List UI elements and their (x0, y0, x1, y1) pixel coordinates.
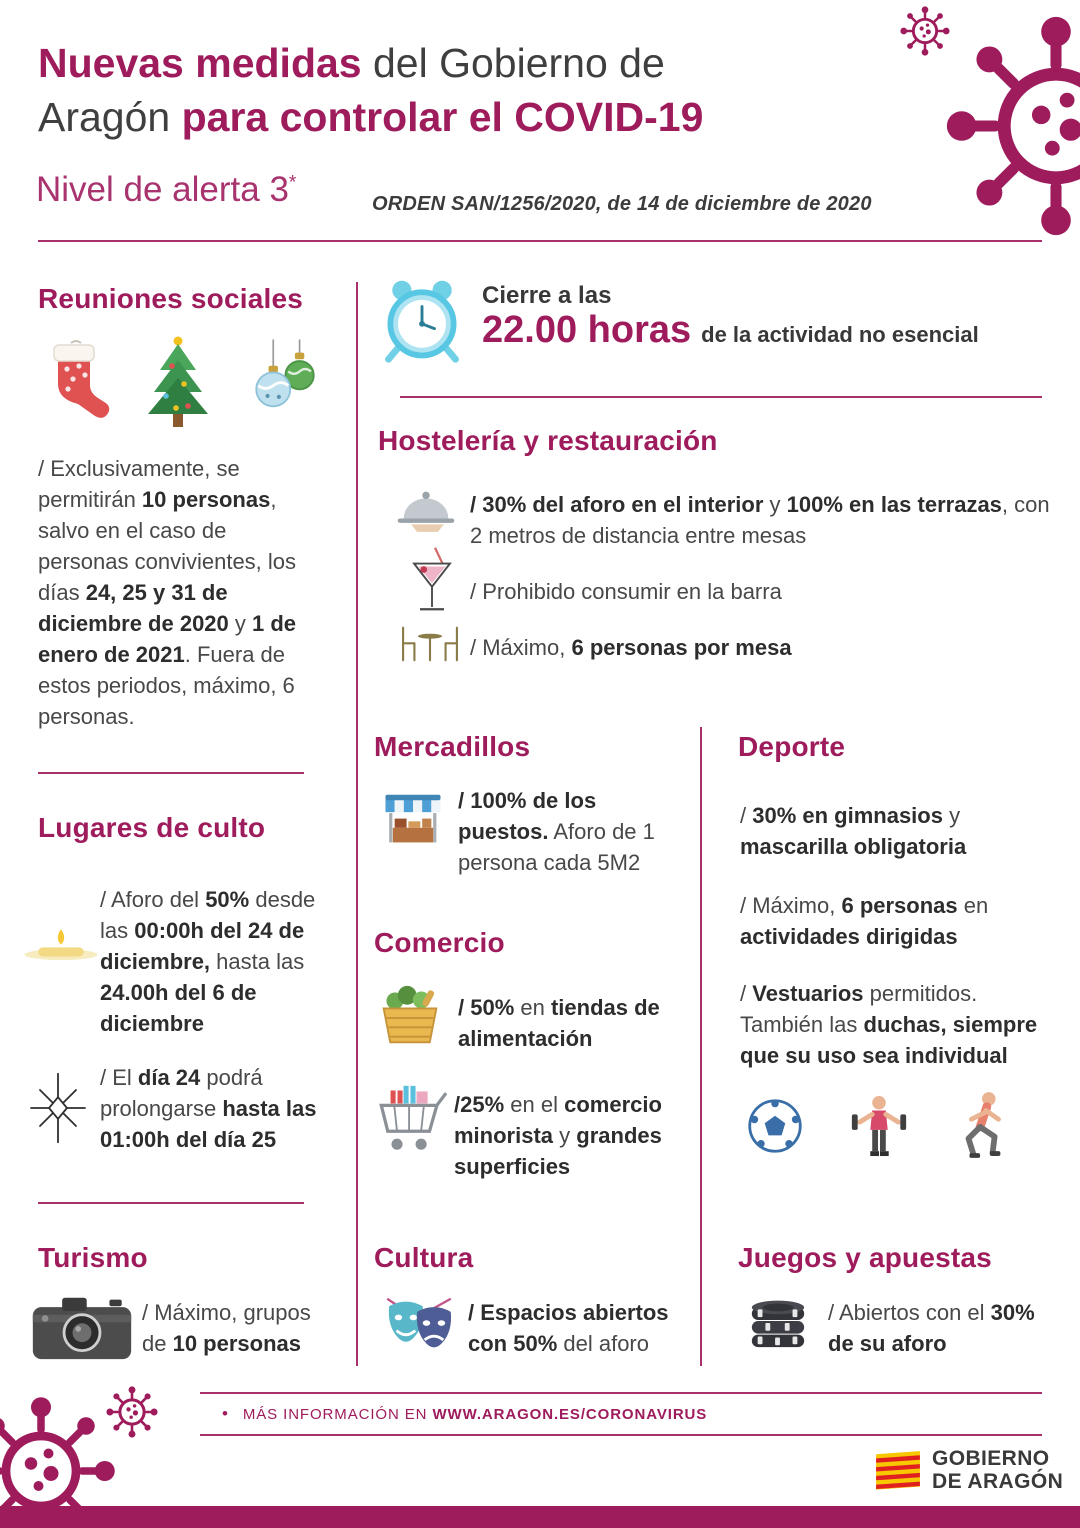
star-icon (22, 1072, 94, 1144)
section-divider (400, 396, 1042, 398)
page-title (38, 36, 703, 144)
section-divider (38, 772, 304, 774)
closure-line (482, 309, 979, 352)
closure-scope: de la actividad no esencial (701, 322, 979, 347)
gobierno-aragon-logo (874, 1446, 1063, 1494)
alert-level: Nivel de alerta 3* (36, 170, 297, 209)
header-divider (38, 240, 1042, 242)
section-heading-comercio: Comercio (374, 927, 505, 958)
virus-icon (106, 1386, 158, 1438)
virus-icon (945, 15, 1080, 237)
hosteleria-item-3: / Máximo, 6 personas por mesa (470, 635, 792, 660)
cocktail-icon (408, 538, 456, 622)
section-heading-hosteleria: Hostelería y restauración (378, 425, 718, 456)
footer-info-prefix: MÁS INFORMACIÓN EN (242, 1406, 433, 1423)
weightlifter-icon (848, 1091, 910, 1161)
juegos-text: / Abiertos con el 30% de su aforo (828, 1300, 1035, 1356)
order-reference: ORDEN SAN/1256/2020, de 14 de diciembre de 2020 (372, 193, 872, 215)
deporte-item-3: / Vestuarios permitidos. También las duchas, siempre que su uso sea individual (740, 981, 1038, 1068)
soccer-ball-icon (746, 1097, 804, 1155)
cloche-icon (394, 486, 458, 536)
sport-icons-row (746, 1090, 1012, 1162)
culto-item-2: / El día 24 podrá prolongarse hasta las 01:00h del día 25 (100, 1065, 317, 1152)
closure-label: Cierre a las (482, 282, 612, 309)
mercadillos-text: / 100% de los puestos. Aforo de 1 persona cada 5M2 (458, 788, 655, 875)
theater-masks-icon (376, 1288, 462, 1360)
section-heading-turismo: Turismo (38, 1242, 148, 1273)
section-heading-deporte: Deporte (738, 731, 846, 762)
logo-line-2: DE ARAGÓN (932, 1470, 1064, 1493)
virus-icon (900, 6, 950, 56)
section-heading-reuniones: Reuniones sociales (38, 283, 304, 314)
poker-chips-icon (744, 1290, 812, 1352)
comercio-item-2: /25% en el comercio minorista y grandes superficies (454, 1092, 662, 1179)
column-divider (356, 282, 358, 1366)
turismo-text: / Máximo, grupos de 10 personas (142, 1300, 311, 1356)
aragon-flag-icon (874, 1446, 922, 1494)
column-divider (700, 727, 702, 1366)
culto-item-1: / Aforo del 50% desde las 00:00h del 24 de diciembre, hasta las 24.00h del 6 de diciembre (100, 887, 316, 1036)
logo-text (932, 1447, 1063, 1493)
market-stall-icon (380, 790, 446, 860)
baubles-icon (245, 339, 325, 434)
camera-icon (30, 1290, 134, 1364)
table-chairs-icon (396, 620, 464, 668)
deporte-item-2: / Máximo, 6 personas en actividades dirigidas (740, 893, 989, 949)
section-heading-juegos: Juegos y apuestas (738, 1242, 992, 1273)
title-line-2: Aragón para controlar el COVID-19 (38, 94, 704, 140)
deporte-item-1: / 30% en gimnasios y mascarilla obligatoria (740, 803, 967, 859)
shopping-cart-icon (372, 1080, 448, 1164)
hosteleria-item-1: / 30% del aforo en el interior y 100% en las terrazas, con 2 metros de distancia entre mesas (470, 492, 1050, 548)
footer-divider-top (200, 1392, 1042, 1394)
logo-line-1: GOBIERNO (932, 1447, 1050, 1470)
section-heading-mercadillos: Mercadillos (374, 731, 531, 762)
food-basket-icon (376, 984, 444, 1048)
reuniones-paragraph: / Exclusivamente, se permitirán 10 personas, salvo en el caso de personas convivientes, los días 24, 25 y 31 de diciembre de 2020 y 1 de enero de 2021. Fuera de estos periodos, máximo, 6 personas. (38, 456, 297, 729)
footer-info-url: WWW.ARAGON.ES/CORONAVIRUS (432, 1406, 708, 1423)
section-heading-cultura: Cultura (374, 1242, 474, 1273)
cultura-text: / Espacios abiertos con 50% del aforo (468, 1300, 669, 1356)
stocking-icon (40, 339, 112, 434)
bottom-accent-bar (0, 1506, 1080, 1528)
christmas-tree-icon (136, 334, 221, 434)
section-divider (38, 1202, 304, 1204)
title-line-1: Nuevas medidas del Gobierno de (38, 40, 665, 86)
closure-time: 22.00 horas (482, 309, 692, 351)
christmas-icons-row (40, 334, 325, 434)
section-heading-culto: Lugares de culto (38, 812, 266, 843)
bullet-icon: • (222, 1404, 229, 1423)
footer-info (222, 1404, 707, 1424)
alarm-clock-icon (376, 274, 468, 366)
runner-icon (954, 1090, 1012, 1162)
candle-icon (20, 918, 102, 964)
footer-divider-bottom (200, 1434, 1042, 1436)
comercio-item-1: / 50% en tiendas de alimentación (458, 995, 660, 1051)
hosteleria-item-2: / Prohibido consumir en la barra (470, 579, 782, 604)
